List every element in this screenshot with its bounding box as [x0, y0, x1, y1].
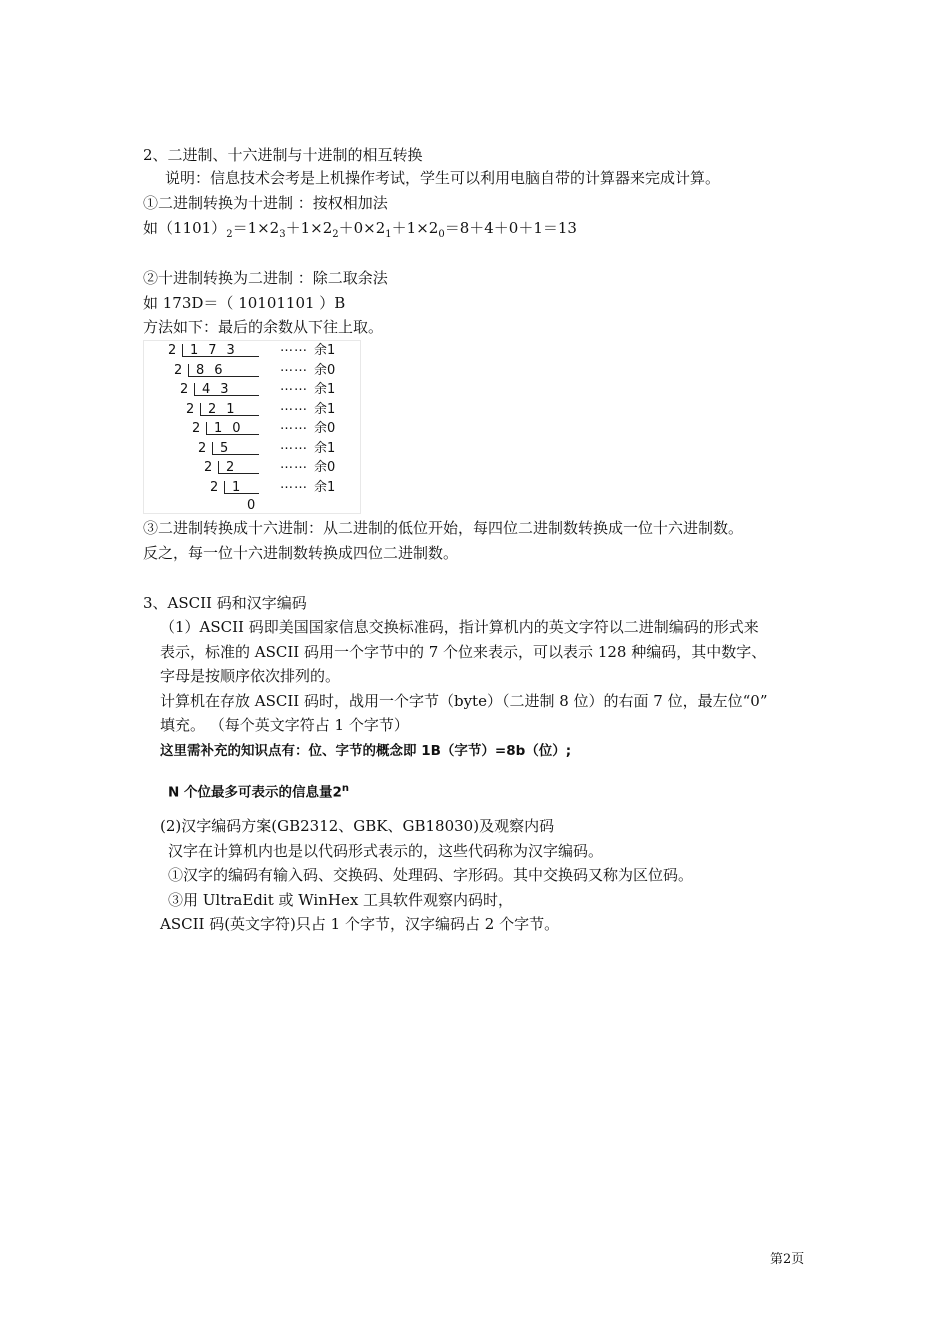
division-divisor: 2: [204, 460, 213, 475]
division-divisor: 2: [186, 401, 195, 417]
section2-title: 2、二进制、十六进制与十进制的相互转换: [143, 146, 423, 164]
division-row: [144, 458, 358, 477]
division-dots: ……: [280, 379, 308, 394]
division-quotient: 5: [220, 440, 239, 456]
division-divisor: 2: [192, 421, 201, 436]
division-dots: ……: [280, 359, 308, 375]
division-remainder: 余1: [314, 382, 336, 397]
division-dots: ……: [280, 476, 308, 492]
para1-line1: （1）ASCII 码即美国国家信息交换标准码，指计算机内的英文字符以二进制编码的形式来: [160, 618, 759, 636]
division-remainder: 余1: [314, 401, 336, 417]
para1-line2: 表示，标准的 ASCII 码用一个字节中的 7 个位来表示，可以表示 128 种编码，其中数字、: [160, 643, 767, 661]
exp-3: 3: [279, 229, 286, 240]
division-dots: ……: [280, 457, 308, 472]
division-row: [144, 478, 358, 497]
division-remainder: 余0: [314, 362, 336, 378]
para1-line3: 字母是按顺序依次排列的。: [160, 667, 341, 685]
division-row: [144, 400, 358, 419]
division-quotient: 86: [196, 362, 233, 378]
para2-line1: 汉字在计算机内也是以代码形式表示的，这些代码称为汉字编码。: [168, 842, 604, 860]
division-row: [144, 361, 358, 380]
division-divisor: 2: [180, 382, 189, 397]
para1-line5: 填充。 （每个英文字符占 1 个字节）: [160, 716, 409, 734]
method3-line2: 反之，每一位十六进制数转换成四位二进制数。: [143, 544, 459, 562]
division-divisor: 2: [174, 362, 183, 378]
division-diagram: [143, 340, 361, 514]
division-remainder: 余1: [314, 440, 336, 456]
method1-title: ①二进制转换为十进制 ：按权相加法: [143, 194, 388, 212]
section2-note: 说明：信息技术会考是上机操作考试，学生可以利用电脑自带的计算器来完成计算。: [165, 169, 721, 187]
division-remainder: 余0: [314, 421, 336, 436]
knowledge-note: 这里需补充的知识点有：位、字节的概念即 1B（字节）=8b（位）;: [160, 743, 572, 759]
term-3: ＋0×2: [338, 219, 386, 237]
term-2: ＋1×2: [285, 219, 333, 237]
division-dots: ……: [280, 340, 308, 355]
information-capacity-note: [168, 779, 349, 803]
division-row: [144, 341, 358, 360]
example-prefix: 如（1101）: [143, 219, 227, 237]
division-row: [144, 419, 358, 438]
division-quotient: 2: [226, 460, 245, 475]
example-result: ＝8＋4＋0＋1＝13: [444, 219, 577, 237]
division-quotient: 43: [202, 382, 239, 397]
section3-title: 3、ASCII 码和汉字编码: [143, 594, 307, 612]
para2-line4: ASCII 码(英文字符)只占 1 个字节，汉字编码占 2 个字节。: [160, 915, 560, 933]
capacity-text: N 个位最多可表示的信息量2: [168, 784, 342, 801]
division-quotient: 173: [190, 343, 245, 358]
division-divisor: 2: [168, 343, 177, 358]
division-divisor: 2: [210, 479, 219, 495]
method2-description: 方法如下：最后的余数从下往上取。: [143, 318, 384, 336]
base-subscript: 2: [226, 229, 233, 240]
method2-title: ②十进制转换为二进制 ：除二取余法: [143, 269, 388, 287]
capacity-exponent: n: [341, 783, 350, 794]
division-final-quotient: 0: [247, 498, 256, 513]
exp-1: 1: [385, 229, 392, 240]
method3-line1: ③二进制转换成十六进制：从二进制的低位开始，每四位二进制数转换成一位十六进制数。: [143, 519, 744, 537]
division-quotient: 1: [232, 479, 251, 495]
division-remainder: 余0: [314, 460, 336, 475]
method1-example: [143, 218, 577, 245]
division-dots: ……: [280, 418, 308, 433]
term-1: ＝1×2: [232, 219, 280, 237]
division-remainder: 余1: [314, 479, 336, 495]
para1-line4: 计算机在存放 ASCII 码时，战用一个字节（byte）（二进制 8 位）的右面 7 位，最左位“0”: [160, 692, 768, 710]
division-row: [144, 439, 358, 458]
division-divisor: 2: [198, 440, 207, 456]
division-dots: ……: [280, 437, 308, 453]
exp-2: 2: [332, 229, 339, 240]
division-dots: ……: [280, 398, 308, 414]
term-4: ＋1×2: [391, 219, 439, 237]
para2-line2: ①汉字的编码有输入码、交换码、处理码、字形码。其中交换码又称为区位码。: [168, 866, 694, 884]
page-number: 第2页: [770, 1252, 805, 1267]
division-quotient: 10: [214, 421, 251, 436]
para2-title: (2)汉字编码方案(GB2312、GBK、GB18030)及观察内码: [160, 817, 555, 835]
division-row: [144, 380, 358, 399]
division-remainder: 余1: [314, 343, 336, 358]
exp-0: 0: [438, 229, 445, 240]
para2-line3: ③用 UltraEdit 或 WinHex 工具软件观察内码时，: [168, 891, 514, 909]
division-quotient: 21: [208, 401, 245, 417]
method2-example: 如 173D＝（ 10101101 ）B: [143, 294, 346, 312]
